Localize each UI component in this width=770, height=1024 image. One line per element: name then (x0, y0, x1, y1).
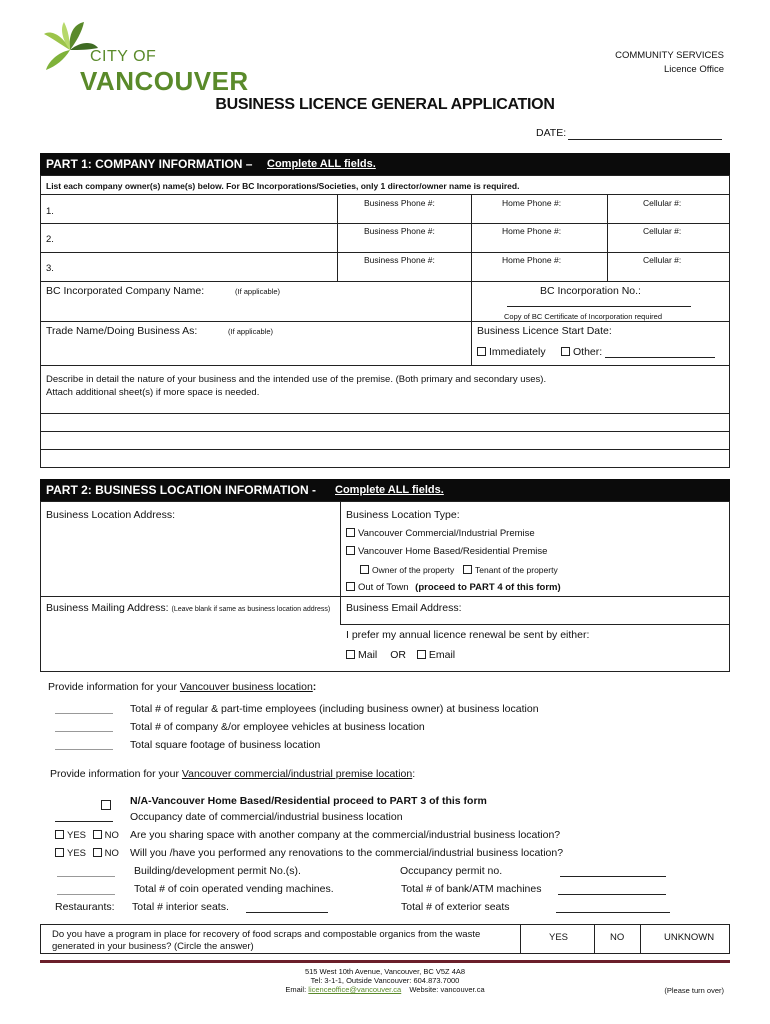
checkbox-icon[interactable] (561, 347, 570, 356)
bc-incorporation-no-label: BC Incorporation No.: (540, 285, 641, 297)
renovations-question: Will you /have you performed any renovations to the commercial/industrial business location? (130, 847, 564, 859)
bank-atm-line[interactable] (558, 894, 666, 895)
bc-incorporated-label: BC Incorporated Company Name: (46, 285, 205, 297)
answer-unknown[interactable]: UNKNOWN (664, 932, 715, 943)
food-scraps-line-1: Do you have a program in place for recovery of food scraps and compostable organics from the waste (52, 929, 481, 940)
footer-email-link[interactable]: licenceoffice@vancouver.ca (308, 985, 402, 994)
total-employees: Total # of regular & part-time employees (including business owner) at business location (130, 703, 539, 715)
checkbox-icon[interactable] (93, 830, 102, 839)
other-date-line[interactable] (605, 349, 715, 358)
interior-seats-label: Total # interior seats. (132, 901, 229, 913)
out-of-town-option[interactable]: Out of Town (proceed to PART 4 of this form) (346, 582, 561, 593)
cellular-label: Cellular #: (643, 198, 682, 208)
renovations-yes-no[interactable]: YES NO (55, 848, 119, 859)
business-phone-label: Business Phone #: (364, 255, 435, 265)
mailing-address-note: (Leave blank if same as business location address) (171, 606, 331, 613)
sharing-space-question: Are you sharing space with another company at the commercial/industrial business location? (130, 829, 561, 841)
logo-vancouver: VANCOUVER (80, 66, 249, 96)
checkbox-icon[interactable] (346, 582, 355, 591)
footer-contact: Email: licenceoffice@vancouver.ca Website: vancouver.ca (285, 985, 485, 994)
checkbox-icon[interactable] (101, 800, 111, 810)
checkbox-icon[interactable] (346, 650, 355, 659)
renewal-options[interactable]: Mail OR Email (346, 649, 455, 661)
trade-name-label: Trade Name/Doing Business As: (46, 325, 198, 337)
mail-option: Mail (358, 649, 378, 661)
location-address-label: Business Location Address: (46, 509, 175, 521)
provide-location-heading: Provide information for your Vancouver business location: (48, 681, 317, 693)
home-phone-label: Home Phone #: (502, 198, 562, 208)
answer-no[interactable]: NO (610, 932, 625, 943)
business-phone-label: Business Phone #: (364, 226, 435, 236)
type-home-option[interactable]: Vancouver Home Based/Residential Premise (346, 546, 547, 557)
renewal-preference: I prefer my annual licence renewal be sent by either: (346, 629, 590, 641)
bank-atm-label: Total # of bank/ATM machines (401, 883, 542, 895)
bc-incorporated-if-applicable: (If applicable) (235, 287, 281, 296)
answer-yes[interactable]: YES (549, 932, 569, 943)
owner-num: 2. (46, 234, 54, 245)
checkbox-icon[interactable] (93, 848, 102, 857)
mailing-address-label: Business Mailing Address: (Leave blank if same as business location address) (46, 602, 331, 614)
part1-title: PART 1: COMPANY INFORMATION – (46, 157, 253, 171)
describe-line-2: Attach additional sheet(s) if more space is needed. (46, 387, 260, 398)
dept-name: COMMUNITY SERVICES (615, 50, 724, 61)
business-phone-label: Business Phone #: (364, 198, 435, 208)
start-immediately[interactable]: Immediately (477, 346, 546, 358)
certificate-note: Copy of BC Certificate of Incorporation required (504, 312, 662, 321)
footer-tel: Tel: 3-1-1, Outside Vancouver: 604.873.7000 (310, 976, 460, 985)
exterior-seats-label: Total # of exterior seats (401, 901, 510, 913)
city-logo (40, 20, 249, 98)
turn-over-note: (Please turn over) (664, 986, 724, 995)
part2-title-em: Complete ALL fields. (335, 484, 444, 496)
tenant-property-option[interactable]: Tenant of the property (463, 565, 558, 575)
cellular-label: Cellular #: (643, 226, 682, 236)
date-label: DATE: (536, 127, 567, 139)
checkbox-icon[interactable] (55, 848, 64, 857)
cellular-label: Cellular #: (643, 255, 682, 265)
na-home-note: N/A-Vancouver Home Based/Residential proceed to PART 3 of this form (130, 795, 487, 807)
checkbox-icon[interactable] (417, 650, 426, 659)
footer-rule (40, 960, 730, 963)
location-type-label: Business Location Type: (346, 509, 460, 521)
coin-vending-label: Total # of coin operated vending machines. (134, 883, 334, 895)
exterior-seats-line[interactable] (556, 912, 670, 913)
part1-header (40, 153, 730, 175)
checkbox-icon[interactable] (55, 830, 64, 839)
form-title: BUSINESS LICENCE GENERAL APPLICATION (215, 96, 555, 113)
describe-line-1: Describe in detail the nature of your business and the intended use of the premise. (Both primary and secondary uses). (46, 374, 547, 385)
food-scraps-line-2: generated in your business? (Circle the answer) (52, 941, 254, 952)
email-option: Email (428, 649, 456, 661)
checkbox-icon[interactable] (346, 528, 355, 537)
checkbox-icon[interactable] (477, 347, 486, 356)
owner-property-option[interactable]: Owner of the property (360, 565, 454, 575)
part1-title-em: Complete ALL fields. (267, 158, 376, 170)
occupancy-permit-line[interactable] (560, 876, 666, 877)
checkbox-icon[interactable] (346, 546, 355, 555)
office-name: Licence Office (663, 64, 724, 75)
start-date-label: Business Licence Start Date: (477, 325, 612, 337)
occupancy-date: Occupancy date of commercial/industrial business location (130, 811, 403, 823)
sharing-yes-no[interactable]: YES NO (55, 830, 119, 841)
checkbox-icon[interactable] (463, 565, 472, 574)
na-home-checkbox[interactable] (101, 796, 114, 814)
interior-seats-line[interactable] (246, 912, 328, 913)
bc-incorporation-no-line[interactable] (507, 306, 691, 307)
total-vehicles: Total # of company &/or employee vehicles at business location (130, 721, 425, 733)
email-address-label: Business Email Address: (346, 602, 462, 614)
home-phone-label: Home Phone #: (502, 255, 562, 265)
part2-title: PART 2: BUSINESS LOCATION INFORMATION - (46, 483, 316, 497)
type-commercial-option[interactable]: Vancouver Commercial/Industrial Premise (346, 528, 535, 539)
owner-num: 1. (46, 206, 54, 217)
home-phone-label: Home Phone #: (502, 226, 562, 236)
occupancy-permit-label: Occupancy permit no. (400, 865, 503, 877)
checkbox-icon[interactable] (360, 565, 369, 574)
date-line[interactable] (568, 139, 722, 140)
building-permit-label: Building/development permit No.(s). (134, 865, 301, 877)
restaurants-label: Restaurants: (55, 901, 115, 913)
footer-address: 515 West 10th Avenue, Vancouver, BC V5Z 4A8 (304, 967, 466, 976)
part2-header (40, 479, 730, 501)
total-footage: Total square footage of business location (130, 739, 321, 751)
provide-commercial-heading: Provide information for your Vancouver commercial/industrial premise location: (50, 768, 416, 780)
start-other[interactable]: Other: (561, 346, 715, 358)
part1-instructions: List each company owner(s) name(s) below. For BC Incorporations/Societies, only 1 director/owner name is required. (46, 181, 520, 191)
trade-name-if-applicable: (If applicable) (228, 327, 274, 336)
logo-city-of: CITY OF (90, 48, 157, 65)
owner-num: 3. (46, 263, 54, 274)
